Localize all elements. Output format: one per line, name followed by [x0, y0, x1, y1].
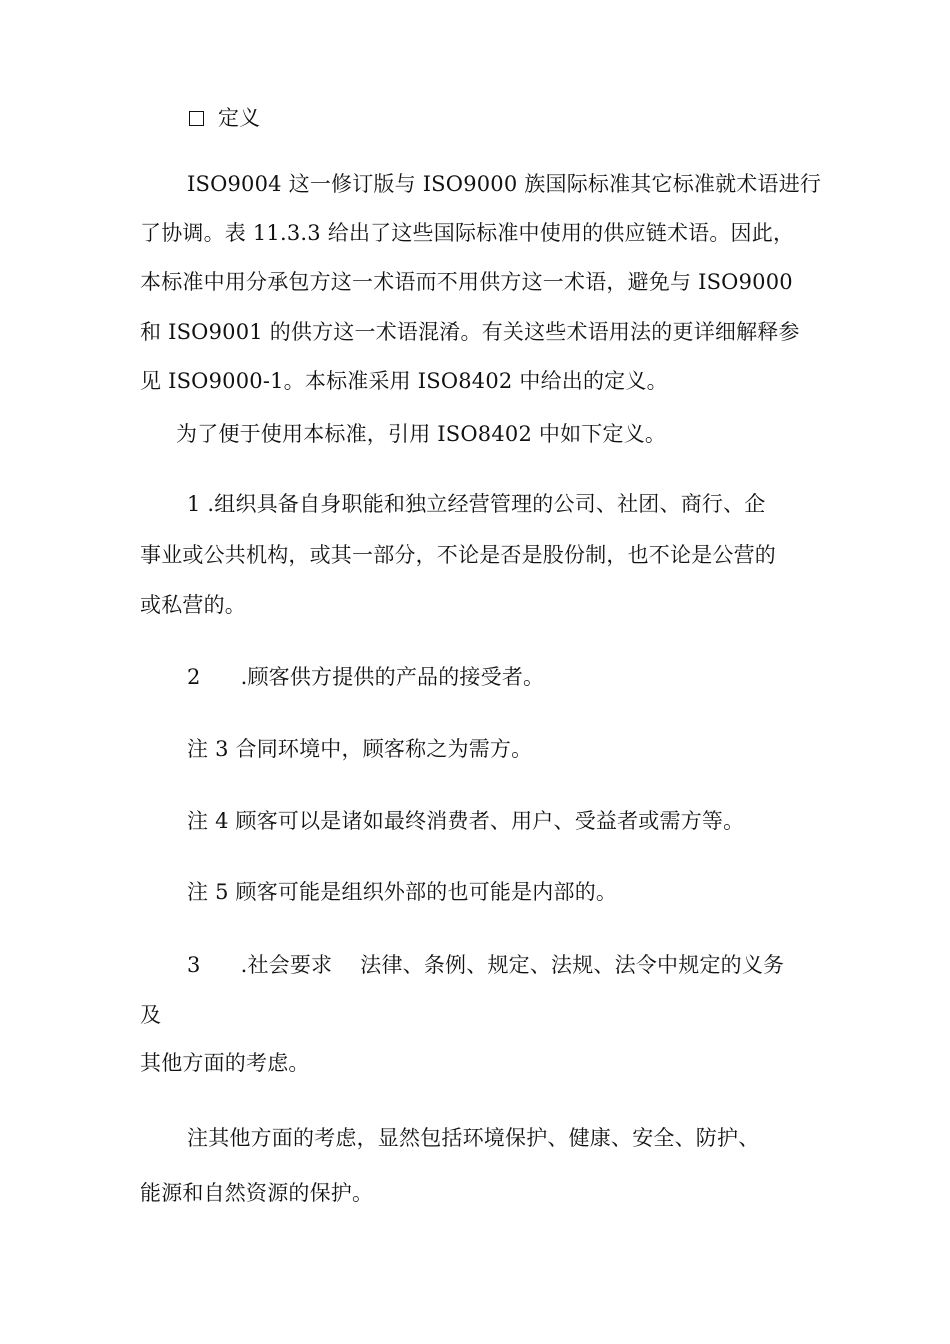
- intro-line-3: 本标准中用分承包方这一术语而不用供方这一术语，避免与 ISO9000: [140, 270, 793, 294]
- citation-line: 为了便于使用本标准，引用 ISO8402 中如下定义。: [176, 422, 667, 446]
- intro-line-4: 和 ISO9001 的供方这一术语混淆。有关这些术语用法的更详细解释参: [140, 320, 800, 344]
- intro-line-5: 见 ISO9000-1。本标准采用 ISO8402 中给出的定义。: [140, 369, 668, 393]
- definition-1-line-2: 事业或公共机构，或其一部分，不论是否是股份制，也不论是公营的: [140, 543, 776, 567]
- final-note-line-2: 能源和自然资源的保护。: [140, 1181, 374, 1205]
- note-3: 注 3 合同环境中，顾客称之为需方。: [187, 737, 533, 761]
- note-4: 注 4 顾客可以是诸如最终消费者、用户、受益者或需方等。: [187, 809, 745, 833]
- intro-line-1: ISO9004 这一修订版与 ISO9000 族国际标准其它标准就术语进行: [187, 172, 822, 196]
- definition-2-text: .顾客供方提供的产品的接受者。: [240, 665, 545, 689]
- final-note-line-1: 注其他方面的考虑，显然包括环境保护、健康、安全、防护、: [187, 1126, 760, 1150]
- definition-3: [187, 951, 784, 979]
- section-heading: [189, 104, 260, 132]
- definition-1-line-1: 1 .组织具备自身职能和独立经营管理的公司、社团、商行、企: [187, 492, 766, 516]
- definition-3-term: .社会要求: [240, 953, 333, 977]
- checkbox-icon: [189, 111, 204, 126]
- definition-3-number: 3: [187, 953, 201, 977]
- note-5: 注 5 顾客可能是组织外部的也可能是内部的。: [187, 880, 618, 904]
- section-heading-label: 定义: [218, 106, 260, 130]
- definition-2-number: 2: [187, 665, 201, 689]
- definition-3-text: 法律、条例、规定、法规、法令中规定的义务: [360, 953, 785, 977]
- definition-1-line-3: 或私营的。: [140, 593, 246, 617]
- definition-3-wrap: 及: [140, 1003, 162, 1027]
- definition-2: [187, 663, 544, 691]
- definition-3-last: 其他方面的考虑。: [140, 1051, 310, 1075]
- intro-line-2: 了协调。表 11.3.3 给出了这些国际标准中使用的供应链术语。因此，: [140, 221, 795, 245]
